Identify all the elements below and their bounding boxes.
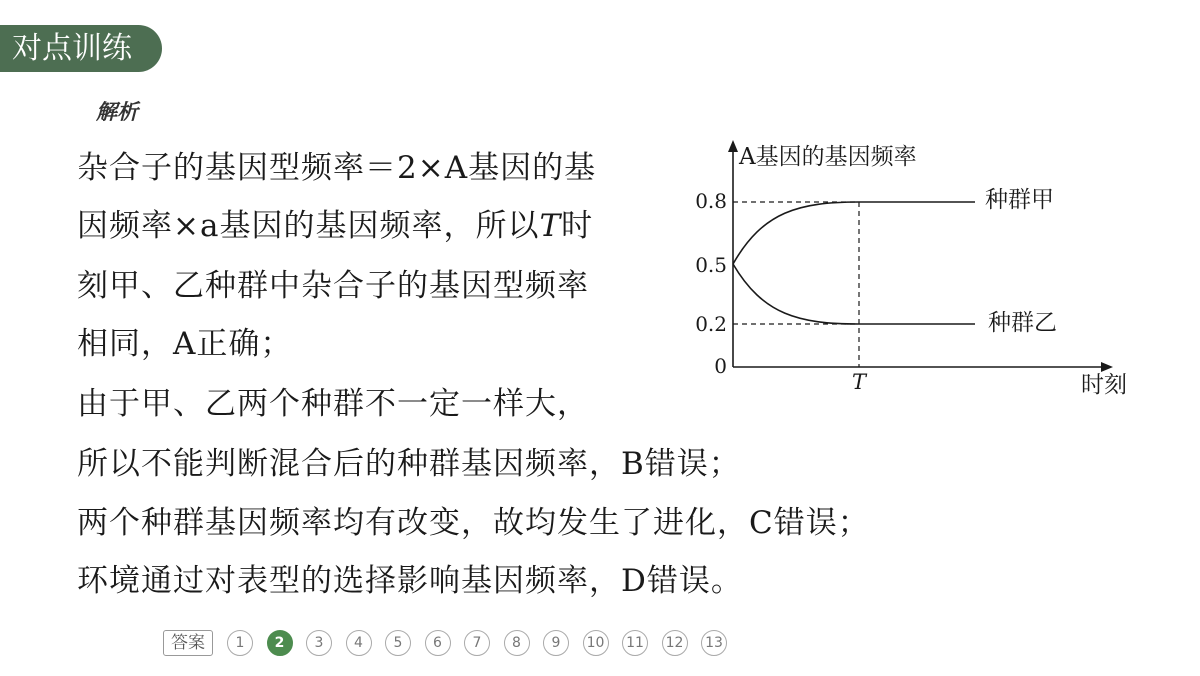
explanation-line-6: 所以不能判断混合后的种群基因频率，B错误； bbox=[77, 446, 741, 482]
page-dot-1[interactable]: 1 bbox=[227, 630, 253, 656]
explanation-line-1: 杂合子的基因型频率＝2×A基因的基 bbox=[77, 150, 597, 186]
explanation-line-8: 环境通过对表型的选择影响基因频率，D错误。 bbox=[77, 563, 743, 599]
y-tick-label-0.8: 0.8 bbox=[695, 189, 727, 213]
y-axis-title: A基因的基因频率 bbox=[739, 144, 917, 170]
x-axis-title: 时刻 bbox=[1081, 372, 1127, 398]
explanation-line-3: 刻甲、乙种群中杂合子的基因型频率 bbox=[77, 268, 589, 304]
explanation-line-4: 相同，A正确； bbox=[77, 326, 293, 362]
page-dot-8[interactable]: 8 bbox=[504, 630, 530, 656]
y-tick-label-0.5: 0.5 bbox=[695, 253, 727, 277]
x-axis-arrow bbox=[1101, 362, 1113, 372]
series-line-yi bbox=[733, 264, 975, 324]
page-dot-7[interactable]: 7 bbox=[464, 630, 490, 656]
series-label-jia: 种群甲 bbox=[985, 187, 1054, 213]
page-dot-5[interactable]: 5 bbox=[385, 630, 411, 656]
explanation-line-5: 由于甲、乙两个种群不一定一样大， bbox=[77, 386, 589, 422]
explanation-line-7: 两个种群基因频率均有改变，故均发生了进化，C错误； bbox=[77, 505, 870, 541]
section-badge: 对点训练 bbox=[0, 25, 162, 72]
page-dot-12[interactable]: 12 bbox=[662, 630, 688, 656]
page-dot-4[interactable]: 4 bbox=[346, 630, 372, 656]
page-dot-6[interactable]: 6 bbox=[425, 630, 451, 656]
page-dot-11[interactable]: 11 bbox=[622, 630, 648, 656]
series-label-yi: 种群乙 bbox=[988, 310, 1057, 336]
page-dot-3[interactable]: 3 bbox=[306, 630, 332, 656]
y-tick-label-0.2: 0.2 bbox=[695, 312, 727, 336]
analysis-label: 解析 bbox=[96, 100, 138, 124]
series-line-jia bbox=[733, 202, 975, 264]
pager-bar bbox=[0, 629, 1200, 659]
y-axis-arrow bbox=[728, 140, 738, 152]
time-symbol-t: T bbox=[539, 208, 562, 244]
page-dot-2[interactable]: 2 bbox=[267, 630, 293, 656]
explanation-line-2-tail: 时 bbox=[561, 208, 594, 244]
explanation-line-2-text: 因频率×a基因的基因频率，所以 bbox=[77, 208, 540, 244]
x-tick-label-t: T bbox=[851, 370, 867, 394]
page-dot-10[interactable]: 10 bbox=[583, 630, 609, 656]
y-tick-label-0: 0 bbox=[714, 354, 727, 378]
page-dot-13[interactable]: 13 bbox=[701, 630, 727, 656]
page-dot-9[interactable]: 9 bbox=[543, 630, 569, 656]
answer-button[interactable]: 答案 bbox=[163, 630, 213, 656]
